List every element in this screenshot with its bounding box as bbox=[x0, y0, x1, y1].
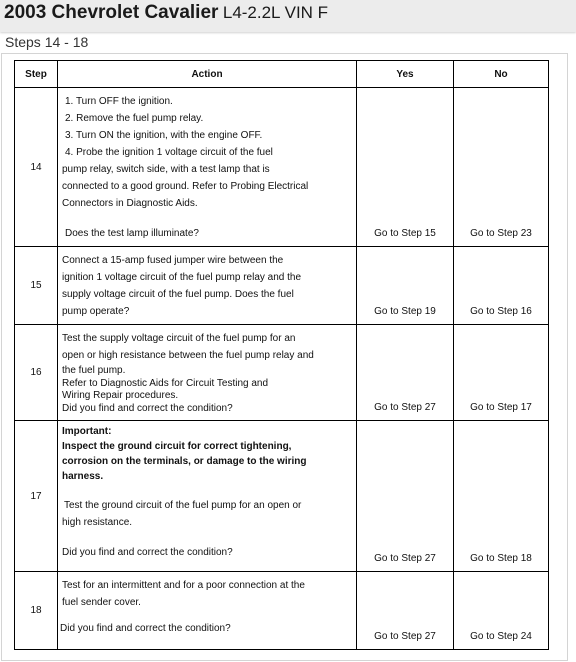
yes-result: Go to Step 27 bbox=[357, 421, 454, 572]
diagnostic-steps-table bbox=[14, 60, 549, 650]
action-line: open or high resistance between the fuel pump relay and bbox=[62, 350, 314, 361]
action-line: fuel sender cover. bbox=[62, 597, 141, 608]
table-row bbox=[15, 247, 549, 325]
action-cell bbox=[58, 421, 357, 572]
action-line: Connectors in Diagnostic Aids. bbox=[62, 198, 198, 209]
action-cell bbox=[58, 247, 357, 325]
column-header-no: No bbox=[454, 61, 549, 88]
action-line: Test the supply voltage circuit of the fuel pump for an bbox=[62, 333, 296, 344]
action-line: 1. Turn OFF the ignition. bbox=[65, 96, 173, 107]
action-question: Did you find and correct the condition? bbox=[62, 403, 233, 414]
table-row bbox=[15, 88, 549, 247]
important-text: Inspect the ground circuit for correct tightening, bbox=[62, 441, 292, 452]
no-result: Go to Step 16 bbox=[454, 247, 549, 325]
table-row bbox=[15, 421, 549, 572]
action-line: supply voltage circuit of the fuel pump. Does the fuel bbox=[62, 289, 294, 300]
table-header-row bbox=[15, 61, 549, 88]
action-cell bbox=[58, 88, 357, 247]
action-line: Test the ground circuit of the fuel pump for an open or bbox=[64, 500, 302, 511]
action-line: connected to a good ground. Refer to Probing Electrical bbox=[62, 181, 309, 192]
action-line: the fuel pump. bbox=[62, 365, 126, 376]
no-result: Go to Step 23 bbox=[454, 88, 549, 247]
table-row bbox=[15, 325, 549, 421]
important-text: corrosion on the terminals, or damage to the wiring bbox=[62, 456, 307, 467]
important-text: harness. bbox=[62, 471, 104, 482]
action-line: pump operate? bbox=[62, 306, 130, 317]
yes-result: Go to Step 15 bbox=[357, 88, 454, 247]
no-result: Go to Step 18 bbox=[454, 421, 549, 572]
action-question: Did you find and correct the condition? bbox=[62, 547, 233, 558]
action-line: 4. Probe the ignition 1 voltage circuit of the fuel bbox=[65, 147, 273, 158]
step-number: 18 bbox=[15, 572, 58, 650]
column-header-action: Action bbox=[58, 61, 357, 88]
yes-result: Go to Step 19 bbox=[357, 247, 454, 325]
important-label: Important: bbox=[62, 426, 112, 437]
yes-result: Go to Step 27 bbox=[357, 325, 454, 421]
step-number: 16 bbox=[15, 325, 58, 421]
action-question: Did you find and correct the condition? bbox=[60, 623, 231, 634]
vehicle-title bbox=[4, 2, 328, 24]
action-line: Refer to Diagnostic Aids for Circuit Testing and bbox=[62, 378, 269, 389]
action-question: Does the test lamp illuminate? bbox=[65, 228, 199, 239]
engine-spec: L4-2.2L VIN F bbox=[222, 3, 329, 22]
action-line: 3. Turn ON the ignition, with the engine OFF. bbox=[65, 130, 263, 141]
step-number: 15 bbox=[15, 247, 58, 325]
steps-range-label: Steps 14 - 18 bbox=[5, 34, 89, 50]
step-number: 14 bbox=[15, 88, 58, 247]
step-number: 17 bbox=[15, 421, 58, 572]
action-line: pump relay, switch side, with a test lamp that is bbox=[62, 164, 270, 175]
action-line: Wiring Repair procedures. bbox=[62, 390, 179, 401]
action-line: Connect a 15-amp fused jumper wire between the bbox=[62, 255, 284, 266]
action-line: high resistance. bbox=[62, 517, 133, 528]
no-result: Go to Step 24 bbox=[454, 572, 549, 650]
column-header-yes: Yes bbox=[357, 61, 454, 88]
yes-result: Go to Step 27 bbox=[357, 572, 454, 650]
no-result: Go to Step 17 bbox=[454, 325, 549, 421]
column-header-step: Step bbox=[15, 61, 58, 88]
page-header bbox=[0, 0, 576, 32]
action-cell bbox=[58, 325, 357, 421]
action-cell bbox=[58, 572, 357, 650]
table-row bbox=[15, 572, 549, 650]
action-line: ignition 1 voltage circuit of the fuel pump relay and the bbox=[62, 272, 302, 283]
action-line: Test for an intermittent and for a poor connection at the bbox=[62, 580, 305, 591]
action-line: 2. Remove the fuel pump relay. bbox=[65, 113, 204, 124]
vehicle-name: 2003 Chevrolet Cavalier bbox=[4, 2, 219, 23]
